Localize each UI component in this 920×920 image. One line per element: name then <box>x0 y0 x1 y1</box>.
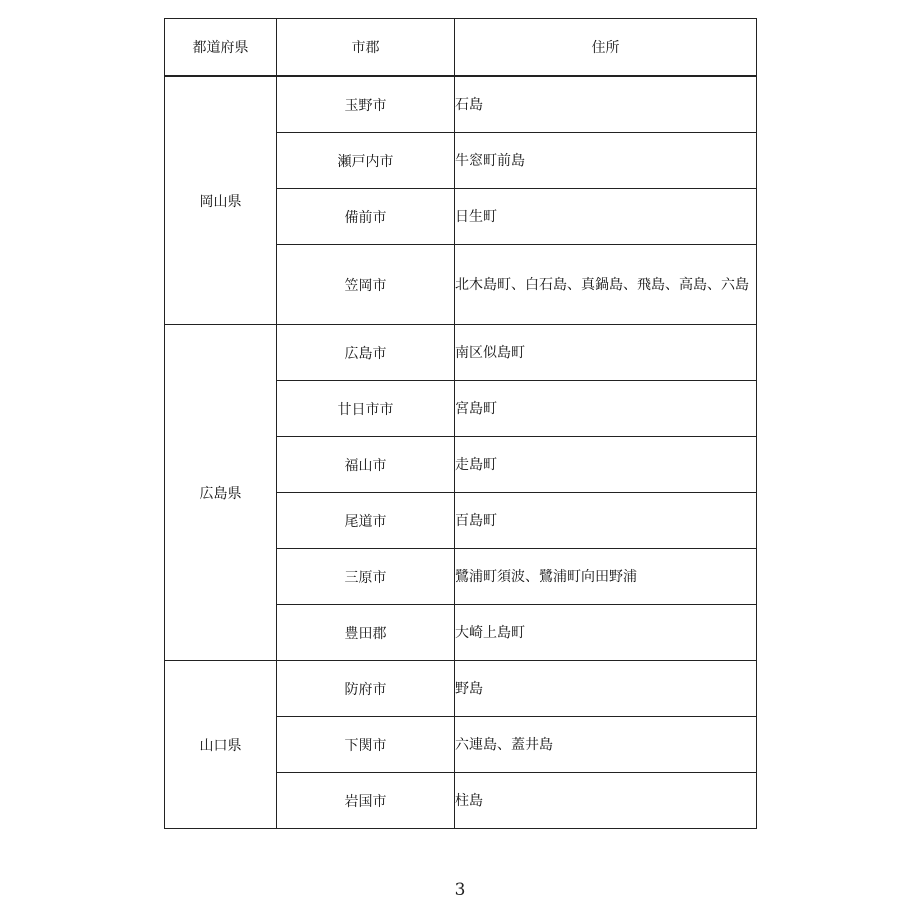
prefecture-cell: 山口県 <box>165 661 277 829</box>
city-cell: 廿日市市 <box>277 381 455 437</box>
city-cell: 下関市 <box>277 717 455 773</box>
city-cell: 防府市 <box>277 661 455 717</box>
address-cell: 南区似島町 <box>455 325 757 381</box>
address-cell: 宮島町 <box>455 381 757 437</box>
address-cell: 六連島、蓋井島 <box>455 717 757 773</box>
city-cell: 三原市 <box>277 549 455 605</box>
table-row <box>165 325 757 381</box>
prefecture-cell: 岡山県 <box>165 76 277 325</box>
city-cell: 豊田郡 <box>277 605 455 661</box>
address-cell: 牛窓町前島 <box>455 133 757 189</box>
header-city: 市郡 <box>277 19 455 77</box>
header-prefecture: 都道府県 <box>165 19 277 77</box>
city-cell: 福山市 <box>277 437 455 493</box>
city-cell: 笠岡市 <box>277 245 455 325</box>
address-cell: 野島 <box>455 661 757 717</box>
address-cell: 鷺浦町須波、鷺浦町向田野浦 <box>455 549 757 605</box>
table-row <box>165 76 757 133</box>
address-cell: 走島町 <box>455 437 757 493</box>
header-address: 住所 <box>455 19 757 77</box>
city-cell: 備前市 <box>277 189 455 245</box>
address-cell: 百島町 <box>455 493 757 549</box>
address-cell: 柱島 <box>455 773 757 829</box>
city-cell: 玉野市 <box>277 76 455 133</box>
address-cell: 北木島町、白石島、真鍋島、飛島、高島、六島 <box>455 245 757 325</box>
table-header-row <box>165 19 757 77</box>
city-cell: 瀬戸内市 <box>277 133 455 189</box>
island-address-table <box>164 18 757 829</box>
city-cell: 広島市 <box>277 325 455 381</box>
address-cell: 日生町 <box>455 189 757 245</box>
city-cell: 尾道市 <box>277 493 455 549</box>
address-cell: 石島 <box>455 76 757 133</box>
city-cell: 岩国市 <box>277 773 455 829</box>
table-row <box>165 661 757 717</box>
address-cell: 大崎上島町 <box>455 605 757 661</box>
page-number: 3 <box>454 880 466 900</box>
prefecture-cell: 広島県 <box>165 325 277 661</box>
